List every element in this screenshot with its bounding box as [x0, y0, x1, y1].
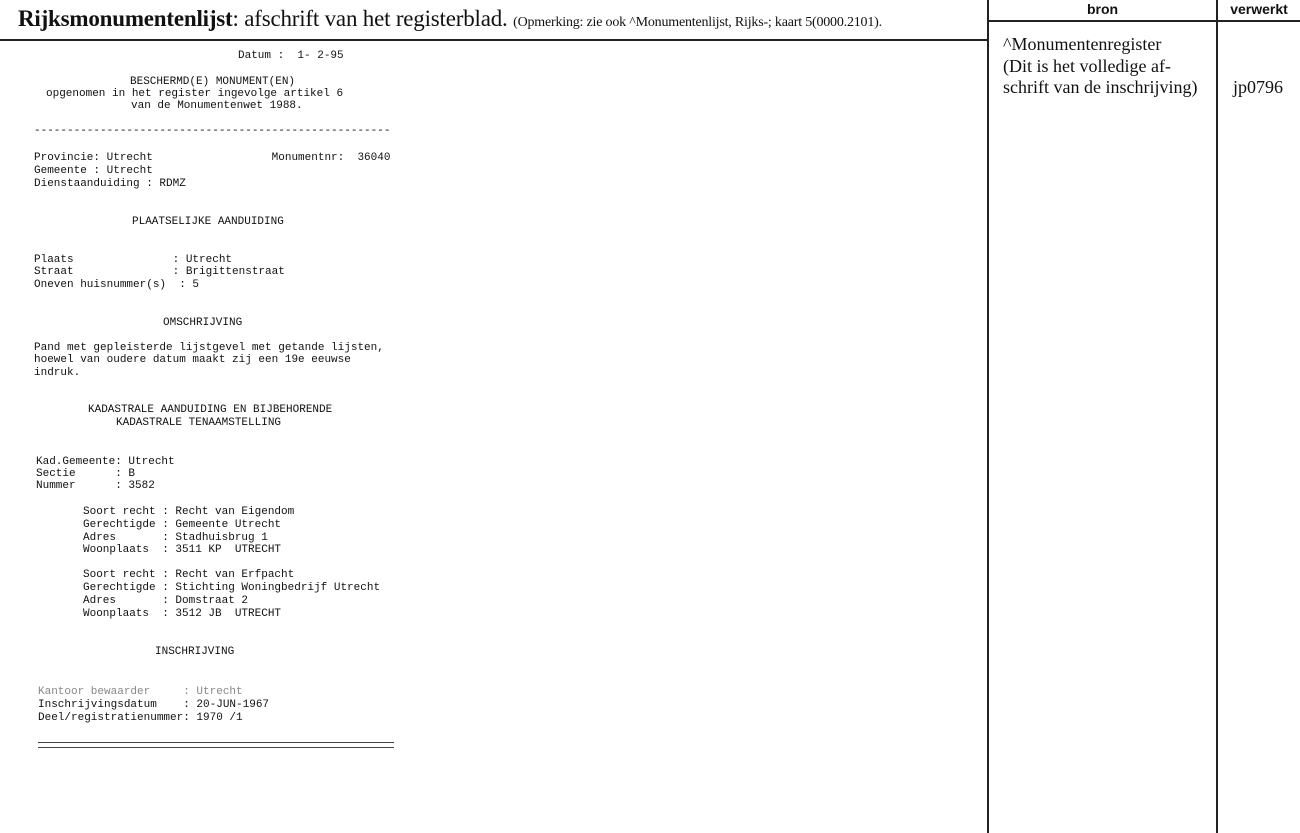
- doc-line: OMSCHRIJVING: [163, 317, 243, 329]
- doc-line: Gerechtigde : Gemeente Utrecht: [83, 519, 282, 531]
- title-note: (Opmerking: zie ook ^Monumentenlijst, Rijks-; kaart 5(0000.2101).: [513, 15, 882, 30]
- doc-line: Provincie: Utrecht Monumentnr: 36040: [34, 152, 391, 164]
- document-end-rule: [38, 742, 394, 748]
- verwerkt-cell: jp0796: [1233, 77, 1284, 97]
- doc-line: Soort recht : Recht van Eigendom: [83, 506, 295, 518]
- doc-line: Datum : 1- 2-95: [238, 50, 344, 62]
- doc-line: Dienstaanduiding : RDMZ: [34, 178, 186, 190]
- doc-line: Kantoor bewaarder : Utrecht: [38, 686, 243, 698]
- column-header-verwerkt: verwerkt: [1230, 1, 1288, 17]
- doc-line: Soort recht : Recht van Erfpacht: [83, 569, 295, 581]
- doc-line: van de Monumentenwet 1988.: [131, 100, 303, 112]
- doc-line: KADASTRALE AANDUIDING EN BIJBEHORENDE: [88, 404, 333, 416]
- title-divider: [0, 39, 988, 41]
- doc-line: Straat : Brigittenstraat: [34, 266, 285, 278]
- doc-line: hoewel van oudere datum maakt zij een 19e eeuwse: [34, 354, 351, 366]
- doc-line: PLAATSELIJKE AANDUIDING: [132, 216, 284, 228]
- doc-line: opgenomen in het register ingevolge artikel 6: [46, 88, 344, 100]
- doc-line: ------------------------------------------------------: [34, 125, 391, 137]
- doc-line: Pand met gepleisterde lijstgevel met getande lijsten,: [34, 342, 384, 354]
- doc-line: KADASTRALE TENAAMSTELLING: [116, 417, 282, 429]
- table-border-mid: [1216, 0, 1218, 833]
- doc-line: Plaats : Utrecht: [34, 254, 233, 266]
- table-header-divider: [988, 20, 1300, 22]
- doc-line: Gemeente : Utrecht: [34, 165, 153, 177]
- doc-line: Adres : Domstraat 2: [83, 595, 249, 607]
- doc-line: Deel/registratienummer: 1970 /1: [38, 712, 243, 724]
- title-bold: Rijksmonumentenlijst: [18, 6, 233, 31]
- page-title: [18, 6, 882, 32]
- bron-cell: ^Monumentenregister (Dit is het volledige af- schrift van de inschrijving): [1003, 34, 1198, 97]
- doc-line: Nummer : 3582: [36, 480, 155, 492]
- doc-line: Inschrijvingsdatum : 20-JUN-1967: [38, 699, 270, 711]
- doc-line: INSCHRIJVING: [155, 646, 235, 658]
- doc-line: Woonplaats : 3511 KP UTRECHT: [83, 544, 282, 556]
- doc-line: BESCHERMD(E) MONUMENT(EN): [130, 76, 296, 88]
- doc-line: indruk.: [34, 367, 81, 379]
- column-header-bron: bron: [1086, 1, 1119, 17]
- doc-line: Kad.Gemeente: Utrecht: [36, 456, 175, 468]
- doc-line: Adres : Stadhuisbrug 1: [83, 532, 268, 544]
- doc-line: Oneven huisnummer(s) : 5: [34, 279, 200, 291]
- table-border-left: [987, 0, 989, 833]
- doc-line: Sectie : B: [36, 468, 136, 480]
- doc-line: Gerechtigde : Stichting Woningbedrijf Utrecht: [83, 582, 381, 594]
- title-rest: : afschrift van het registerblad.: [232, 6, 508, 31]
- doc-line: Woonplaats : 3512 JB UTRECHT: [83, 608, 282, 620]
